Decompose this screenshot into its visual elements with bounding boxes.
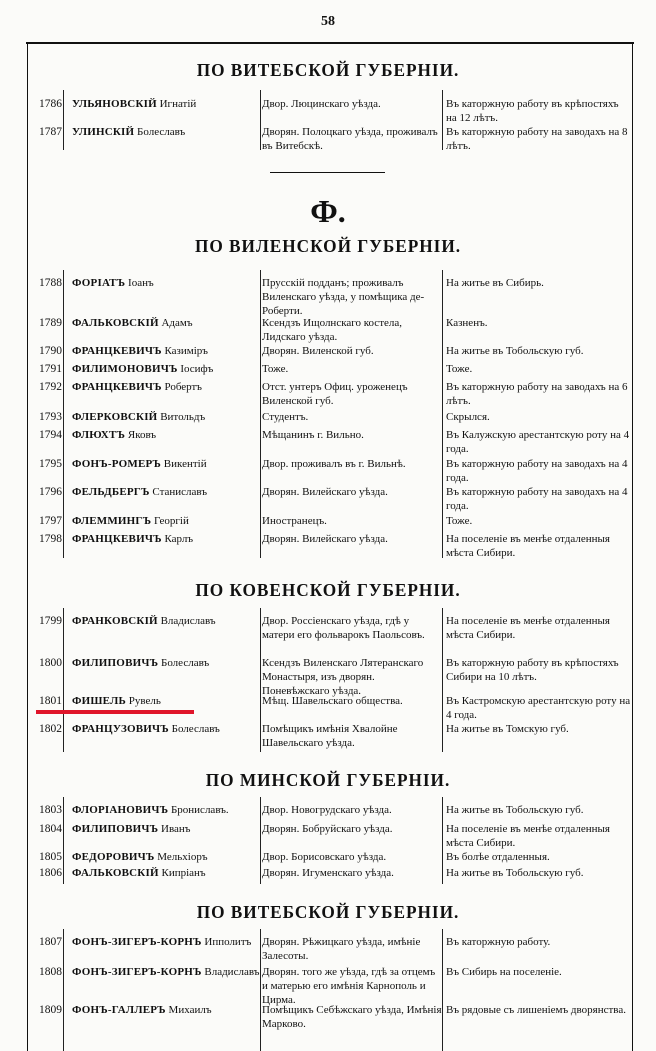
entry-name bbox=[72, 362, 282, 376]
column-rule bbox=[63, 797, 64, 884]
given-name: Робертъ bbox=[164, 381, 202, 393]
column-rule bbox=[442, 90, 443, 150]
given-name: Карлъ bbox=[164, 533, 194, 545]
entry-number: 1804 bbox=[39, 823, 62, 835]
surname: ФРАНЦУЗОВИЧЪ bbox=[72, 723, 169, 735]
surname: УЛИНСКІЙ bbox=[72, 126, 135, 138]
entry-sentence: На поселеніе въ менѣе отдаленныя мѣста Сибири. bbox=[446, 533, 610, 559]
entry-sentence: Въ каторжную работу на заводахъ на 8 лѣтъ. bbox=[446, 126, 628, 152]
entry-name bbox=[72, 125, 282, 139]
entry-sentence: На житье въ Томскую губ. bbox=[446, 723, 569, 735]
entry-number: 1806 bbox=[39, 867, 62, 879]
entry-number: 1797 bbox=[39, 515, 62, 527]
entry-name bbox=[72, 428, 282, 442]
entry-name bbox=[72, 316, 282, 330]
surname: ФЕЛЬДБЕРГЪ bbox=[72, 486, 150, 498]
entry-sentence: Въ каторжную работу на заводахъ на 4 года. bbox=[446, 458, 628, 484]
entry-description: Дворян. Игуменскаго уѣзда. bbox=[262, 867, 394, 879]
entry-name bbox=[72, 866, 282, 880]
entry-name bbox=[72, 803, 282, 817]
entry-description: Дворян. Виленской губ. bbox=[262, 345, 374, 357]
entry-description: Двор. Борисовскаго уѣзда. bbox=[262, 851, 387, 863]
entry-number: 1800 bbox=[39, 657, 62, 669]
entry-name bbox=[72, 722, 282, 736]
entry-number: 1801 bbox=[39, 695, 62, 707]
surname: УЛЬЯНОВСКІЙ bbox=[72, 98, 157, 110]
entry-description: Отст. унтеръ Офиц. уроженецъ Виленской губ. bbox=[262, 381, 408, 407]
section-title: ПО МИНСКОЙ ГУБЕРНІИ. bbox=[205, 770, 451, 790]
entry-sentence: Въ Сибирь на поселеніе. bbox=[446, 966, 562, 978]
entry-name bbox=[72, 822, 282, 836]
entry-sentence: На житье въ Тобольскую губ. bbox=[446, 804, 584, 816]
entry-sentence: Въ каторжную работу. bbox=[446, 936, 551, 948]
surname: ФИШЕЛЬ bbox=[72, 695, 126, 707]
entry-description: Дворян. Бобруйскаго уѣзда. bbox=[262, 823, 393, 835]
entry-name bbox=[72, 485, 282, 499]
given-name: Казиміръ bbox=[164, 345, 208, 357]
entry-number: 1794 bbox=[39, 429, 62, 441]
surname: ФРАНКОВСКІЙ bbox=[72, 615, 158, 627]
entry-sentence: На житье въ Сибирь. bbox=[446, 277, 544, 289]
entry-description: Помѣщикъ Себѣжскаго уѣзда, Имѣнія Марково. bbox=[262, 1004, 442, 1030]
entry-name bbox=[72, 965, 282, 979]
entry-name bbox=[72, 532, 282, 546]
given-name: Михаилъ bbox=[168, 1004, 212, 1016]
entry-description: Мѣщ. Шавельскаго общества. bbox=[262, 695, 403, 707]
surname: ФЛЕММИНГЪ bbox=[72, 515, 152, 527]
entry-name bbox=[72, 97, 282, 111]
entry-description: Ксендзъ Виленскаго Лятеранскаго Монастыря, изъ дворян. Поневѣжскаго уѣзда. bbox=[262, 657, 424, 697]
column-rule bbox=[63, 270, 64, 558]
entry-description: Иностранецъ. bbox=[262, 515, 327, 527]
entry-number: 1790 bbox=[39, 345, 62, 357]
surname: ФОНЪ-ЗИГЕРЪ-КОРНЪ bbox=[72, 936, 202, 948]
surname: ФЕДОРОВИЧЪ bbox=[72, 851, 155, 863]
entry-number: 1791 bbox=[39, 363, 62, 375]
entry-description: Двор. Новогрудскаго уѣзда. bbox=[262, 804, 392, 816]
entry-number: 1805 bbox=[39, 851, 62, 863]
entry-name bbox=[72, 694, 282, 708]
entry-name bbox=[72, 276, 282, 290]
section-separator bbox=[270, 172, 385, 173]
surname: ФРАНЦКЕВИЧЪ bbox=[72, 345, 162, 357]
entry-sentence: Тоже. bbox=[446, 363, 473, 375]
page-number: 58 bbox=[321, 14, 335, 29]
entry-sentence: Въ каторжную работу на заводахъ на 4 года. bbox=[446, 486, 628, 512]
entry-number: 1803 bbox=[39, 804, 62, 816]
entry-sentence: На поселеніе въ менѣе отдаленныя мѣста Сибири. bbox=[446, 615, 610, 641]
given-name: Брониславъ. bbox=[170, 804, 229, 816]
surname: ФИЛИМОНОВИЧЪ bbox=[72, 363, 178, 375]
section-letter: Ф. bbox=[310, 193, 346, 229]
entry-number: 1788 bbox=[39, 277, 62, 289]
given-name: Яковъ bbox=[127, 429, 157, 441]
entry-number: 1792 bbox=[39, 381, 62, 393]
surname: ФОНЪ-ЗИГЕРЪ-КОРНЪ bbox=[72, 966, 202, 978]
entry-sentence: Въ каторжную работу на заводахъ на 6 лѣтъ. bbox=[446, 381, 628, 407]
surname: ФЛЮХТЪ bbox=[72, 429, 126, 441]
entry-sentence: Въ Кастромскую арестантскую роту на 4 года. bbox=[446, 695, 631, 721]
column-rule bbox=[442, 608, 443, 752]
entry-name bbox=[72, 656, 282, 670]
entry-description: Ксендзъ Ищолнскаго костела, Лидскаго уѣзда. bbox=[262, 317, 403, 343]
entry-number: 1808 bbox=[39, 966, 62, 978]
entry-description: Помѣщикъ имѣнія Хвалойне Шавельскаго уѣзда. bbox=[262, 723, 398, 749]
entry-sentence: Въ рядовые съ лишеніемъ дворянства. bbox=[446, 1004, 626, 1016]
entry-name bbox=[72, 457, 282, 471]
given-name: Болеславъ bbox=[137, 126, 186, 138]
entry-description: Тоже. bbox=[262, 363, 289, 375]
top-rule bbox=[26, 42, 634, 44]
given-name: Иванъ bbox=[161, 823, 191, 835]
entry-sentence: Скрылся. bbox=[446, 411, 490, 423]
entry-sentence: Тоже. bbox=[446, 515, 473, 527]
column-rule bbox=[63, 608, 64, 752]
given-name: Рувель bbox=[128, 695, 161, 707]
given-name: Адамъ bbox=[161, 317, 193, 329]
entry-sentence: Въ болѣе отдаленныя. bbox=[446, 851, 550, 863]
entry-sentence: Въ каторжную работу въ крѣпостяхъ на 12 лѣтъ. bbox=[446, 98, 619, 124]
entry-name bbox=[72, 410, 282, 424]
given-name: Болеславъ bbox=[171, 723, 220, 735]
entry-number: 1793 bbox=[39, 411, 62, 423]
entry-number: 1802 bbox=[39, 723, 62, 735]
given-name: Станиславъ bbox=[152, 486, 208, 498]
entry-name bbox=[72, 380, 282, 394]
entry-number: 1789 bbox=[39, 317, 62, 329]
entry-description: Дворян. того же уѣзда, гдѣ за отцемъ и матерью его имѣнія Карнополь и Цирма. bbox=[262, 966, 436, 1006]
entry-description: Двор. Люцинскаго уѣзда. bbox=[262, 98, 381, 110]
column-rule bbox=[442, 797, 443, 884]
entry-number: 1807 bbox=[39, 936, 62, 948]
entry-description: Двор. проживалъ въ г. Вильнѣ. bbox=[262, 458, 406, 470]
entry-description: Мѣщанинъ г. Вильно. bbox=[262, 429, 364, 441]
surname: ФИЛИПОВИЧЪ bbox=[72, 657, 159, 669]
entry-name bbox=[72, 935, 282, 949]
entry-sentence: Въ Калужскую арестантскую роту на 4 года. bbox=[446, 429, 630, 455]
entry-sentence: Казненъ. bbox=[446, 317, 488, 329]
given-name: Іоанъ bbox=[128, 277, 154, 289]
entry-number: 1786 bbox=[39, 98, 62, 110]
surname: ФЛЕРКОВСКІЙ bbox=[72, 411, 158, 423]
surname: ФЛОРІАНОВИЧЪ bbox=[72, 804, 169, 816]
entry-description: Дворян. Рѣжицкаго уѣзда, имѣніе Залесоты. bbox=[262, 936, 421, 962]
entry-name bbox=[72, 614, 282, 628]
entry-description: Прусскій подданъ; проживалъ Виленскаго уѣзда, у помѣщика де-Роберти. bbox=[262, 277, 425, 317]
surname: ФИЛИПОВИЧЪ bbox=[72, 823, 159, 835]
section-title: ПО ВИЛЕНСКОЙ ГУБЕРНІИ. bbox=[194, 236, 462, 256]
column-rule bbox=[442, 270, 443, 558]
entry-sentence: На житье въ Тобольскую губ. bbox=[446, 867, 584, 879]
section-title: ПО ВИТЕБСКОЙ ГУБЕРНІИ. bbox=[196, 60, 460, 80]
surname: ФОНЪ-РОМЕРЪ bbox=[72, 458, 162, 470]
entry-sentence: На поселеніе въ менѣе отдаленныя мѣста Сибири. bbox=[446, 823, 610, 849]
column-rule bbox=[442, 929, 443, 1051]
given-name: Мельхіоръ bbox=[157, 851, 208, 863]
entry-description: Двор. Россіенскаго уѣзда, гдѣ у матери его фольварокъ Паольсовъ. bbox=[262, 615, 425, 641]
column-rule bbox=[63, 929, 64, 1051]
surname: ФРАНЦКЕВИЧЪ bbox=[72, 533, 162, 545]
surname: ФАЛЬКОВСКІЙ bbox=[72, 317, 159, 329]
entry-description: Дворян. Вилейскаго уѣзда. bbox=[262, 486, 388, 498]
given-name: Владиславъ bbox=[204, 966, 260, 978]
entry-name bbox=[72, 344, 282, 358]
surname: ФАЛЬКОВСКІЙ bbox=[72, 867, 159, 879]
surname: ФОРІАТЪ bbox=[72, 277, 126, 289]
surname: ФОНЪ-ГАЛЛЕРЪ bbox=[72, 1004, 166, 1016]
given-name: Болеславъ bbox=[161, 657, 210, 669]
entry-number: 1809 bbox=[39, 1004, 62, 1016]
given-name: Игнатій bbox=[159, 98, 197, 110]
entry-sentence: На житье въ Тобольскую губ. bbox=[446, 345, 584, 357]
entry-number: 1795 bbox=[39, 458, 62, 470]
entry-name bbox=[72, 1003, 282, 1017]
entry-name bbox=[72, 514, 282, 528]
given-name: Викентій bbox=[163, 458, 207, 470]
given-name: Владиславъ bbox=[160, 615, 216, 627]
red-underline-mark bbox=[36, 710, 194, 714]
given-name: Ипполитъ bbox=[204, 936, 252, 948]
entry-number: 1798 bbox=[39, 533, 62, 545]
entry-sentence: Въ каторжную работу въ крѣпостяхъ Сибири на 10 лѣтъ. bbox=[446, 657, 619, 683]
section-title: ПО КОВЕНСКОЙ ГУБЕРНІИ. bbox=[195, 580, 461, 600]
entry-number: 1796 bbox=[39, 486, 62, 498]
given-name: Кипріанъ bbox=[161, 867, 206, 879]
entry-description: Студентъ. bbox=[262, 411, 309, 423]
column-rule bbox=[63, 90, 64, 150]
entry-description: Дворян. Вилейскаго уѣзда. bbox=[262, 533, 388, 545]
entry-number: 1787 bbox=[39, 126, 62, 138]
surname: ФРАНЦКЕВИЧЪ bbox=[72, 381, 162, 393]
entry-number: 1799 bbox=[39, 615, 62, 627]
given-name: Іосифъ bbox=[180, 363, 214, 375]
given-name: Витольдъ bbox=[160, 411, 206, 423]
given-name: Георгій bbox=[154, 515, 189, 527]
entry-description: Дворян. Полоцкаго уѣзда, проживалъ въ Витебскѣ. bbox=[262, 126, 438, 152]
entry-name bbox=[72, 850, 282, 864]
section-title: ПО ВИТЕБСКОЙ ГУБЕРНІИ. bbox=[196, 902, 460, 922]
